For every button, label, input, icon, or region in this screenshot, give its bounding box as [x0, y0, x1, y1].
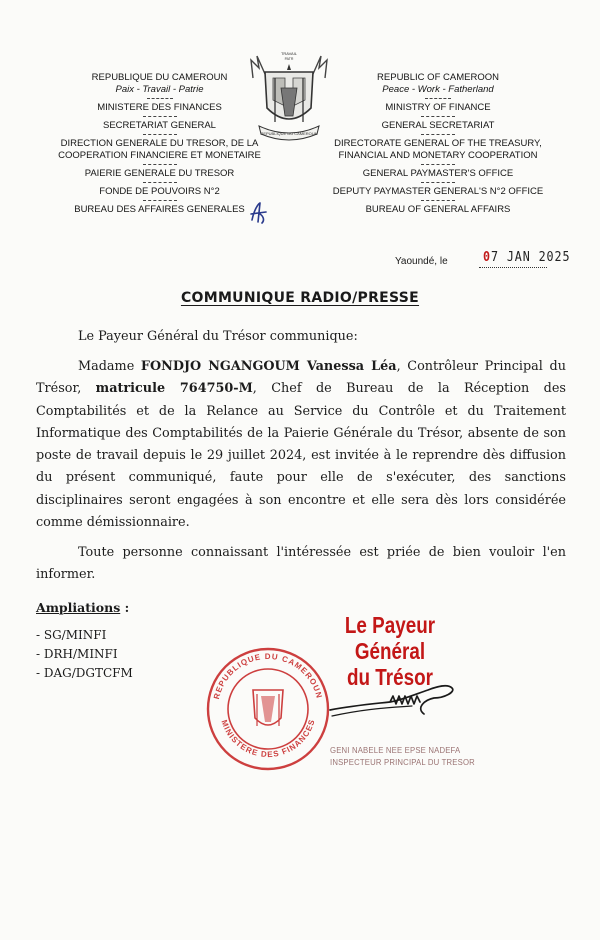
- paierie-fr: PAIERIE GENERALE DU TRESOR: [84, 168, 235, 179]
- ampliations-title: [36, 600, 129, 615]
- signatory-title-line1: Le Payeur Général: [344, 612, 436, 664]
- direction-fr: DIRECTION GENERALE DU TRESOR, DE LA COOPERATION FINANCIERE ET MONETAIRE: [58, 138, 261, 161]
- separator: [147, 98, 173, 99]
- separator: [421, 200, 455, 201]
- separator: [143, 164, 177, 165]
- country-en: REPUBLIC OF CAMEROON: [377, 72, 499, 83]
- date-label: Yaoundé, le: [395, 256, 448, 267]
- ministry-en: MINISTRY OF FINANCE: [385, 102, 491, 113]
- signatory-name-line1: GENI NABELE NEE EPSE NADEFA: [330, 745, 461, 755]
- list-item: - DRH/MINFI: [36, 647, 118, 661]
- direction-en: DIRECTORATE GENERAL OF THE TREASURY, FINANCIAL AND MONETARY COOPERATION: [334, 138, 542, 161]
- date-stamp-day-first: 0: [483, 250, 491, 265]
- signatory-name-line2: INSPECTEUR PRINCIPAL DU TRESOR: [330, 757, 475, 767]
- header-french: [52, 72, 267, 216]
- secretariat-en: GENERAL SECRETARIAT: [381, 120, 495, 131]
- deputy-en: DEPUTY PAYMASTER GENERAL'S N°2 OFFICE: [332, 186, 544, 197]
- date-underline: [479, 267, 547, 268]
- paymaster-en: GENERAL PAYMASTER'S OFFICE: [362, 168, 514, 179]
- document-title-text: COMMUNIQUE RADIO/PRESSE: [180, 290, 420, 306]
- person-name: FONDJO NGANGOUM Vanessa Léa: [140, 359, 397, 374]
- ministry-fr: MINISTERE DES FINANCES: [97, 102, 222, 113]
- p1-part-a: Madame: [78, 359, 141, 374]
- motto-fr: Paix - Travail - Patrie: [115, 84, 204, 95]
- country-fr: REPUBLIQUE DU CAMEROUN: [91, 72, 228, 83]
- list-item: - DAG/DGTCFM: [36, 666, 133, 680]
- svg-text:REPUBLIQUE DU CAMEROUN: REPUBLIQUE DU CAMEROUN: [211, 651, 324, 701]
- document-title: [0, 290, 600, 306]
- date-line: [395, 250, 585, 270]
- separator: [421, 134, 455, 135]
- handwritten-mark-icon: [248, 200, 270, 226]
- official-stamp-icon: [205, 646, 331, 772]
- separator: [143, 116, 177, 117]
- separator: [143, 200, 177, 201]
- svg-text:MINISTERE DES FINANCES: MINISTERE DES FINANCES: [219, 717, 317, 760]
- signatory-name: [330, 744, 475, 768]
- date-stamp: [483, 250, 570, 265]
- separator: [421, 116, 455, 117]
- ampliations-list: [36, 626, 133, 683]
- date-stamp-rest: 7 JAN 2025: [490, 250, 571, 265]
- second-paragraph: Toute personne connaissant l'intéressée est priée de bien vouloir l'en informer.: [36, 545, 566, 583]
- list-item: - SG/MINFI: [36, 628, 107, 642]
- separator: [421, 182, 455, 183]
- secretariat-fr: SECRETARIAT GENERAL: [103, 120, 216, 131]
- separator: [143, 182, 177, 183]
- signatory-title-line2: du Trésor: [347, 664, 433, 690]
- p1-part-b: , Contrôleur Principal du Trésor,: [36, 359, 566, 397]
- separator: [425, 98, 451, 99]
- p1-part-c: , Chef de Bureau de la Réception des Comptabilités et de la Relance au Service du Contrôle et du Traitement Informatique des Comptabilités de la Paierie Générale du Trésor, absente de son poste de travail depuis le 29 juillet 2024, est invitée à le reprendre dès diffusion du présent communiqué, faute pour elle de s'exécuter, des sanctions disciplinaires seront engagées à son encontre et elle sera dès lors considérée comme démissionnaire.: [36, 381, 566, 531]
- svg-text:PATR: PATR: [284, 57, 294, 61]
- svg-text:TRAVAIL: TRAVAIL: [280, 51, 298, 56]
- svg-text:REPUBLIQUE DU CAMEROUN: REPUBLIQUE DU CAMEROUN: [260, 131, 318, 136]
- fonde-fr: FONDE DE POUVOIRS N°2: [99, 186, 220, 197]
- matricule: matricule 764750-M: [95, 381, 253, 397]
- ampliations-title-colon: :: [120, 600, 130, 615]
- header-english: [318, 72, 558, 216]
- bureau-fr: BUREAU DES AFFAIRES GENERALES: [74, 204, 245, 215]
- ampliations-title-text: Ampliations: [36, 600, 121, 615]
- motto-en: Peace - Work - Fatherland: [382, 84, 494, 95]
- handwritten-signature-icon: [320, 660, 480, 730]
- main-paragraph: [36, 356, 566, 534]
- separator: [143, 134, 177, 135]
- intro-line: Le Payeur Général du Trésor communique:: [78, 329, 358, 344]
- separator: [421, 164, 455, 165]
- bureau-en: BUREAU OF GENERAL AFFAIRS: [365, 204, 511, 215]
